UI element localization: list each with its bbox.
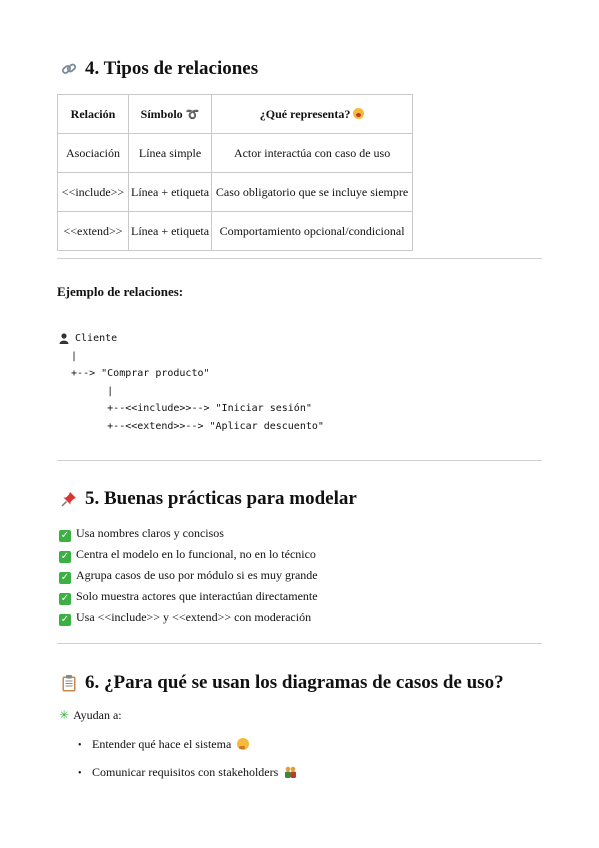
table-row — [58, 212, 413, 251]
section-6-title: 6. ¿Para qué se usan los diagramas de casos de uso? — [85, 672, 504, 693]
table-cell: <<extend>> — [58, 212, 129, 251]
example-heading: Ejemplo de relaciones: — [57, 284, 184, 299]
thinking-face-icon — [237, 738, 249, 750]
code-line: +--<<include>>--> "Iniciar sesión" — [59, 403, 312, 414]
purpose-list — [78, 733, 297, 789]
code-line: Cliente — [69, 333, 118, 344]
list-item: ✓ Usa nombres claros y concisos — [60, 526, 224, 541]
check-mark-icon: ✓ — [60, 614, 70, 625]
table-row — [58, 173, 413, 212]
table-cell: Actor interactúa con caso de uso — [212, 134, 413, 173]
section-5-heading — [59, 488, 357, 512]
table-header-cell: Símbolo ➰ — [129, 95, 212, 134]
list-item: ✓ Usa <<include>> y <<extend>> con moderación — [60, 610, 312, 625]
table-cell: Línea simple — [129, 134, 212, 173]
code-line: | — [59, 385, 114, 397]
table-cell: Caso obligatorio que se incluye siempre — [212, 173, 413, 212]
pushpin-icon — [59, 490, 79, 512]
clipboard-icon — [59, 674, 79, 696]
relations-example-code — [59, 330, 324, 435]
code-line: +--<<extend>>--> "Aplicar descuento" — [59, 420, 324, 432]
table-cell: Comportamiento opcional/condicional — [212, 212, 413, 251]
divider — [57, 460, 542, 461]
check-mark-icon: ✓ — [60, 572, 70, 583]
sparkle-icon: ✳ — [59, 708, 70, 722]
list-item: • Comunicar requisitos con stakeholders — [78, 761, 297, 789]
section-6-heading — [59, 672, 504, 696]
intro-text: Ayudan a: — [73, 708, 122, 722]
table-cell: Línea + etiqueta — [129, 173, 212, 212]
table-cell: Línea + etiqueta — [129, 212, 212, 251]
relations-table — [57, 94, 413, 251]
table-header-row — [58, 95, 413, 134]
table-cell: <<include>> — [58, 173, 129, 212]
code-line: +--> "Comprar producto" — [59, 368, 210, 379]
link-icon — [59, 60, 79, 82]
bullet-icon: • — [78, 768, 82, 779]
table-cell: Asociación — [58, 134, 129, 173]
section-5-title: 5. Buenas prácticas para modelar — [85, 488, 357, 509]
table-header-cell: Relación — [58, 95, 129, 134]
table-header-cell: ¿Qué representa? — [212, 95, 413, 134]
check-mark-icon: ✓ — [60, 530, 70, 541]
list-item: ✓ Solo muestra actores que interactúan directamente — [60, 589, 318, 604]
best-practices-list — [59, 523, 318, 628]
list-item: ✓ Centra el modelo en lo funcional, no en lo técnico — [60, 547, 316, 562]
curly-loop-icon: ➰ — [185, 107, 200, 121]
section-4-heading — [59, 58, 258, 82]
divider — [57, 258, 542, 259]
section-4-title: 4. Tipos de relaciones — [85, 58, 259, 79]
list-item: • Entender qué hace el sistema — [78, 733, 297, 761]
people-icon — [284, 763, 297, 785]
divider — [57, 643, 542, 644]
bullet-icon: • — [78, 740, 82, 751]
surprised-face-icon — [353, 108, 364, 119]
intro-line — [59, 708, 122, 723]
check-mark-icon: ✓ — [60, 593, 70, 604]
check-mark-icon: ✓ — [60, 551, 70, 562]
table-row — [58, 134, 413, 173]
list-item: ✓ Agrupa casos de uso por módulo si es muy grande — [60, 568, 318, 583]
code-line: | — [59, 350, 78, 362]
